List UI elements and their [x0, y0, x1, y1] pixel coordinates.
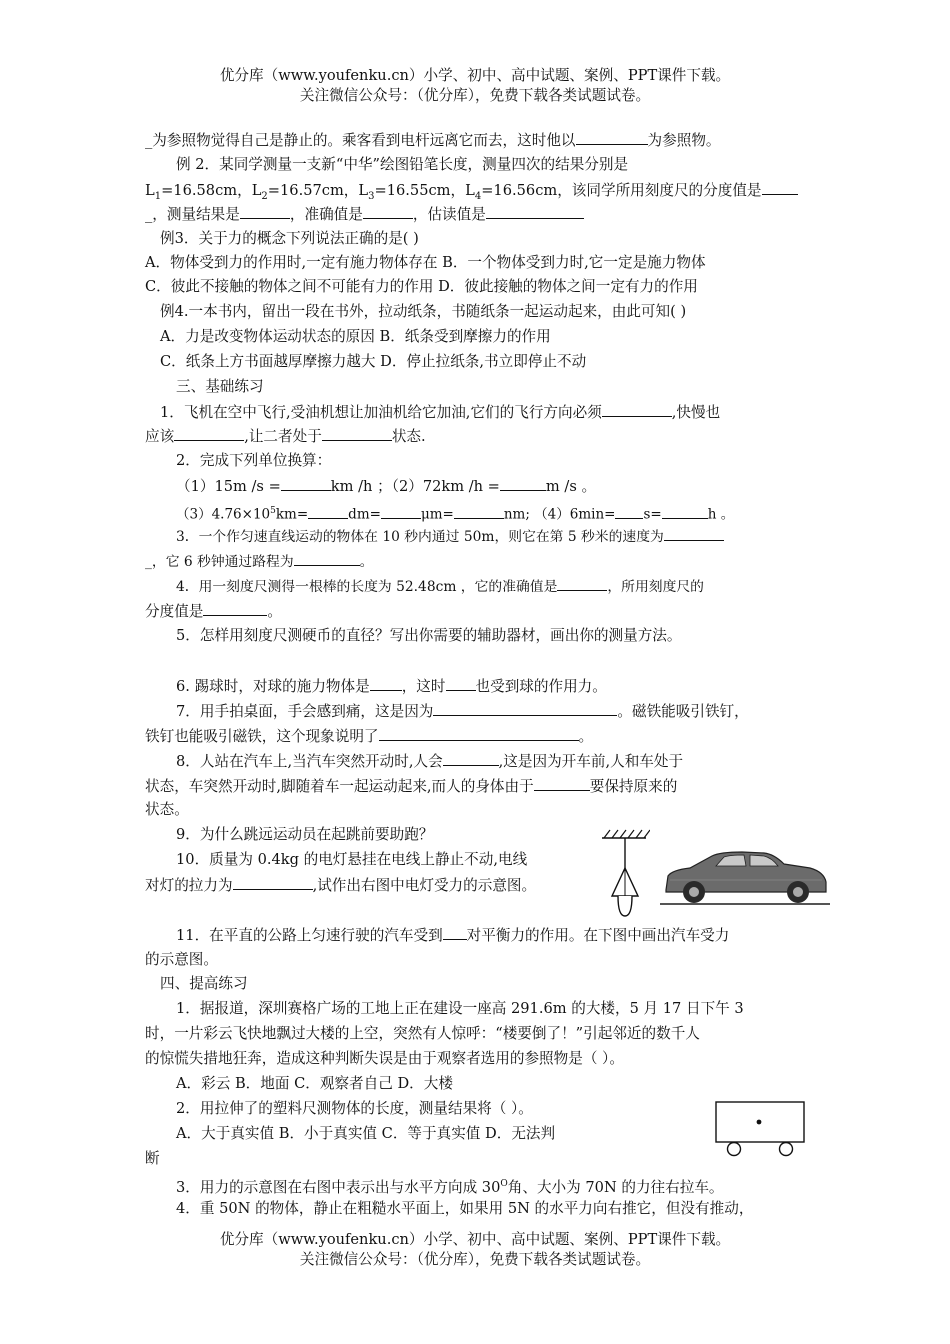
- blank: [762, 180, 798, 195]
- blank: [443, 925, 467, 940]
- blank: [534, 776, 590, 791]
- text-line: 的示意图。: [145, 951, 218, 968]
- option-line: A．物体受到力的作用时,一定有施力物体存在 B．一个物体受到力时,它一定是施力物体: [145, 254, 706, 271]
- text-line: 4．重 50N 的物体，静止在粗糙水平面上，如果用 5N 的水平力向右推它，但没有推动，: [176, 1200, 754, 1217]
- example-4-question: 例4.一本书内，留出一段在书外，拉动纸条，书随纸条一起运动起来，由此可知( ): [160, 303, 687, 320]
- blank: [454, 504, 504, 519]
- text-line: 9．为什么跳远运动员在起跳前要助跑？: [176, 826, 434, 843]
- blank: [294, 551, 360, 566]
- text-line: 3．一个作匀速直线运动的物体在 10 秒内通过 50m，则它在第 5 秒米的速度为: [176, 526, 724, 547]
- blank: [500, 476, 546, 491]
- blank: [308, 504, 348, 519]
- text-line: 应该 ,让二者处于 状态.: [145, 428, 426, 445]
- option-line: C．纸条上方书面越厚摩擦力越大 D．停止拉纸条,书立即停止不动: [160, 353, 587, 370]
- page-footer-line2: 关注微信公众号：（优分库），免费下载各类试题试卷。: [299, 1251, 651, 1268]
- text-line: $L_1=16.58cm$，$L_2=16.57cm$，$L_3=16.55cm$，$L_4=16.56cm$，该同学所用刻度尺的分度值是: [145, 180, 798, 207]
- text-line: 2．完成下列单位换算：: [176, 452, 332, 469]
- car-icon: [660, 842, 830, 910]
- text-line: _，测量结果是 ，准确值是 ，估读值是: [145, 204, 584, 225]
- blank: [443, 751, 499, 766]
- text-line: 8．人站在汽车上,当汽车突然开动时,人会 ,这是因为开车前,人和车处于: [176, 753, 684, 770]
- text-line: （1）15m /s = km /h ；（2）72km /h = m /s 。: [176, 478, 597, 495]
- blank: [662, 504, 708, 519]
- text-line: $(3)4.76\times 10^5km= dm= \mu m=$ nm; （4）6min= s= h 。: [176, 501, 734, 525]
- page-footer-line1: 优分库（www.youfenku.cn）小学、初中、高中试题、案例、PPT课件下载。: [219, 1231, 731, 1248]
- text-line: 7．用手拍桌面，手会感到痛，这是因为 。磁铁能吸引铁钉，: [176, 703, 749, 720]
- blank: [446, 676, 476, 691]
- text-line: 状态，车突然开动时,脚随着车一起运动起来,而人的身体由于 要保持原来的: [145, 778, 678, 795]
- text: 为参照物。: [647, 132, 721, 149]
- option-line: A．大于真实值 B．小于真实值 C．等于真实值 D．无法判: [176, 1125, 556, 1142]
- text-line: 分度值是 。: [145, 603, 282, 620]
- blank: [281, 476, 331, 491]
- blank: [486, 204, 584, 219]
- blank: [322, 426, 392, 441]
- example-2-question: 例 2．某同学测量一支新“中华”绘图铅笔长度，测量四次的结果分别是: [176, 156, 629, 173]
- blank: [602, 402, 672, 417]
- blank: [233, 875, 313, 890]
- page-header-line1: 优分库（www.youfenku.cn）小学、初中、高中试题、案例、PPT课件下载。: [219, 67, 731, 84]
- blank: [174, 426, 244, 441]
- hanging-lamp-icon: [600, 828, 650, 920]
- text-line: [145, 130, 721, 151]
- text-line: 10．质量为 0.4kg 的电灯悬挂在电线上静止不动,电线: [176, 851, 528, 868]
- text-line: 断: [145, 1150, 160, 1167]
- text-line: 的惊慌失措地狂奔，造成这种判断失误是由于观察者选用的参照物是（ ）。: [145, 1050, 624, 1067]
- text: _为参照物觉得自己是静止的。乘客看到电杆远离它而去，这时他以: [145, 132, 576, 149]
- text-line: 2．用拉伸了的塑料尺测物体的长度，测量结果将（ ）。: [176, 1100, 533, 1117]
- blank: [240, 204, 290, 219]
- blank: [363, 204, 413, 219]
- text-line: 3．用力的示意图在右图中表示出与水平方向成 $30^O$角、大小为 70N 的力往右拉车。: [176, 1178, 724, 1196]
- text-line: 1．飞机在空中飞行,受油机想让加油机给它加油,它们的飞行方向必须 ,快慢也: [160, 404, 721, 421]
- text-line: 5．怎样用刻度尺测硬币的直径？写出你需要的辅助器材，画出你的测量方法。: [176, 627, 682, 644]
- example-3-question: 例3．关于力的概念下列说法正确的是( ): [160, 230, 419, 247]
- text-line: 6. 踢球时，对球的施力物体是 ，这时 也受到球的作用力。: [176, 678, 607, 695]
- blank: [615, 504, 643, 519]
- text-line: 对灯的拉力为 ,试作出右图中电灯受力的示意图。: [145, 877, 537, 894]
- text-line: 11．在平直的公路上匀速行驶的汽车受到 对平衡力的作用。在下图中画出汽车受力: [176, 927, 730, 944]
- text-line: 4．用一刻度尺测得一根棒的长度为 52.48cm ，它的准确值是 ，所用刻度尺的: [176, 576, 704, 597]
- text-line: 时，一片彩云飞快地飘过大楼的上空，突然有人惊呼：“楼要倒了！”引起邻近的数千人: [145, 1025, 700, 1042]
- blank: [379, 726, 579, 741]
- cart-icon: [712, 1098, 808, 1160]
- page-header-line2: 关注微信公众号：（优分库），免费下载各类试题试卷。: [299, 87, 651, 104]
- blank: [203, 601, 267, 616]
- blank: [433, 701, 617, 716]
- option-line: A．力是改变物体运动状态的原因 B．纸条受到摩擦力的作用: [160, 328, 551, 345]
- blank: [370, 676, 402, 691]
- blank: [557, 576, 607, 591]
- text-line: 铁钉也能吸引磁铁，这个现象说明了 。: [145, 728, 594, 745]
- option-line: C．彼此不接触的物体之间不可能有力的作用 D．彼此接触的物体之间一定有力的作用: [145, 278, 698, 295]
- blank: [664, 526, 724, 541]
- blank: [381, 504, 421, 519]
- section-heading: 三、基础练习: [176, 378, 264, 395]
- text-line: 状态。: [145, 801, 189, 818]
- text-line: _，它 6 秒钟通过路程为 。: [145, 551, 373, 572]
- section-heading: 四、提高练习: [160, 975, 248, 992]
- blank: [576, 130, 648, 145]
- text-line: 1．据报道，深圳赛格广场的工地上正在建设一座高 291.6m 的大楼，5 月 17 日下午 3: [176, 1000, 744, 1017]
- option-line: A．彩云 B．地面 C．观察者自己 D．大楼: [176, 1075, 453, 1092]
